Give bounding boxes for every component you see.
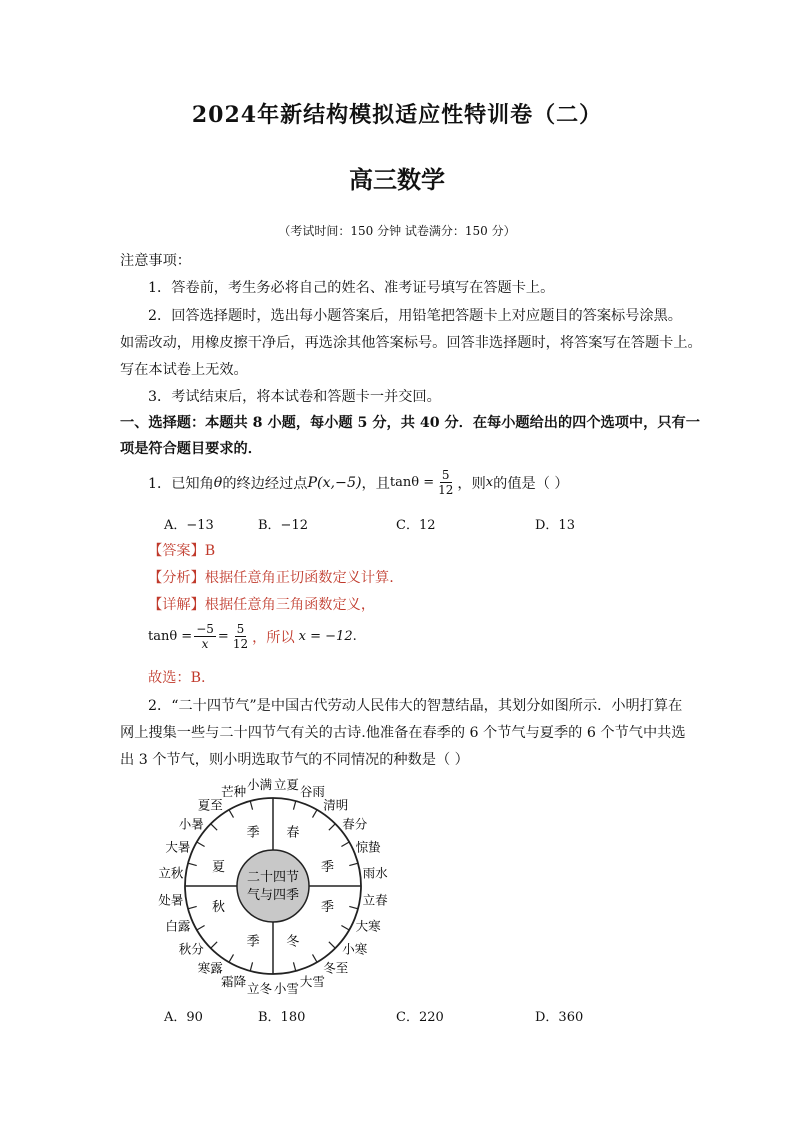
term-tick [313, 810, 318, 818]
note-3: 3．考试结束后，将本试卷和答题卡一并交回。 [148, 389, 441, 405]
q1-option-c: C．12 [396, 518, 436, 533]
season-label: 冬 [286, 934, 300, 950]
section-heading-line1: 一、选择题：本题共 8 小题，每小题 5 分，共 40 分．在每小题给出的四个选项中，只有一 [120, 415, 700, 431]
q1-option-b: B．−12 [258, 518, 308, 533]
term-tick [293, 801, 295, 810]
q1-choose: 故选：B. [148, 670, 206, 686]
solar-term-label: 大雪 [299, 974, 325, 990]
q1-theta: θ [213, 474, 223, 491]
q1-stem-b: 的终边经过点 [222, 475, 308, 492]
solar-term-label: 雨水 [362, 865, 388, 881]
q1-x: x [485, 475, 494, 490]
season-label: 季 [320, 899, 335, 915]
q2-line3: 出 3 个节气，则小明选取节气的不同情况的种数是（ ） [120, 752, 469, 768]
q1-f1-num: −5 [196, 622, 214, 636]
season-label: 季 [246, 934, 260, 950]
solar-term-label: 清明 [323, 797, 349, 813]
q1-stem-c: ，且 [361, 475, 390, 492]
solar-terms-diagram [140, 768, 410, 1000]
q1-formula-frac1 [194, 622, 216, 651]
solar-term-label: 夏至 [197, 797, 223, 813]
q1-formula [148, 622, 357, 651]
note-2-line3: 写在本试卷上无效。 [120, 362, 248, 378]
q1-option-d: D．13 [535, 518, 575, 533]
solar-term-label: 立冬 [247, 981, 273, 997]
solar-term-label: 立夏 [273, 776, 299, 792]
q1-f2-num: 5 [236, 622, 245, 636]
term-tick [341, 926, 349, 931]
solar-term-label: 白露 [165, 918, 191, 934]
term-tick [341, 842, 349, 847]
q1-analysis: 【分析】根据任意角正切函数定义计算. [148, 570, 394, 586]
term-tick [329, 824, 335, 830]
q1-detail: 【详解】根据任意角三角函数定义， [148, 597, 376, 613]
solar-term-label: 小暑 [178, 816, 204, 832]
q1-tan-lhs: tanθ = [389, 475, 435, 490]
season-label: 季 [320, 860, 335, 876]
term-tick [349, 863, 358, 865]
q1-formula-frac2 [231, 622, 250, 651]
q1-formula-eq: = [217, 629, 229, 644]
q1-fraction [436, 468, 455, 497]
term-tick [197, 926, 205, 931]
solar-term-label: 秋分 [178, 941, 204, 957]
q1-stem-a: 1．已知角 [148, 475, 214, 492]
term-tick [188, 906, 197, 908]
solar-term-label: 小寒 [342, 941, 368, 957]
q1-f1-den: x [201, 637, 209, 651]
q2-option-a: A．90 [164, 1010, 203, 1025]
term-tick [293, 962, 295, 971]
solar-term-label: 立春 [362, 892, 388, 908]
center-label-line2: 气与四季 [246, 888, 300, 903]
q1-formula-lhs: tanθ = [148, 629, 193, 644]
notes-heading: 注意事项： [120, 253, 191, 269]
season-label: 季 [246, 825, 260, 841]
season-label: 夏 [211, 860, 226, 876]
question-1-stem [148, 468, 569, 497]
exam-title: 2024年新结构模拟适应性特训卷（二） [191, 102, 603, 128]
season-label: 秋 [211, 899, 226, 915]
solar-term-label: 冬至 [323, 960, 349, 976]
section-heading-line2: 项是符合题目要求的． [120, 441, 262, 457]
solar-term-label: 寒露 [197, 960, 223, 976]
q1-frac-num: 5 [441, 468, 450, 482]
note-2-line2: 如需改动，用橡皮擦干净后，再选涂其他答案标号。回答非选择题时，将答案写在答题卡上。 [120, 335, 702, 351]
center-circle [237, 850, 309, 922]
term-tick [250, 801, 252, 810]
q1-option-a: A．−13 [164, 518, 214, 533]
term-tick [229, 954, 234, 962]
note-2-line1: 2．回答选择题时，选出每小题答案后，用铅笔把答题卡上对应题目的答案标号涂黑。 [148, 308, 682, 324]
exam-subject: 高三数学 [349, 165, 445, 194]
q1-point: P(x,−5) [307, 474, 362, 491]
solar-term-label: 惊蛰 [355, 839, 381, 855]
term-tick [197, 842, 205, 847]
solar-term-label: 霜降 [221, 974, 247, 990]
q1-formula-result: x = −12 [298, 629, 353, 644]
q1-formula-end: . [352, 629, 357, 644]
solar-term-label: 大暑 [165, 839, 191, 855]
q1-stem-e: 的值是（ ） [493, 475, 569, 492]
solar-term-label: 立秋 [158, 865, 184, 881]
season-label: 春 [286, 825, 300, 841]
exam-info: （考试时间：150 分钟 试卷满分：150 分） [278, 224, 516, 238]
q2-line2: 网上搜集一些与二十四节气有关的古诗.他准备在春季的 6 个节气与夏季的 6 个节气中共选 [120, 725, 686, 741]
term-tick [229, 810, 234, 818]
solar-term-label: 处暑 [158, 892, 184, 908]
q2-option-c: C．220 [396, 1010, 444, 1025]
solar-term-label: 芒种 [221, 783, 247, 799]
term-tick [211, 824, 217, 830]
term-tick [329, 942, 335, 948]
note-1: 1．答卷前，考生务必将自己的姓名、准考证号填写在答题卡上。 [148, 280, 555, 296]
term-tick [211, 942, 217, 948]
term-tick [250, 962, 252, 971]
solar-term-label: 小雪 [273, 981, 299, 997]
solar-term-label: 小满 [247, 776, 273, 792]
term-tick [349, 906, 358, 908]
term-tick [188, 863, 197, 865]
q1-answer: 【答案】B [148, 543, 216, 559]
q2-option-b: B．180 [258, 1010, 306, 1025]
q2-option-d: D．360 [535, 1010, 584, 1025]
q2-line1: 2．“二十四节气”是中国古代劳动人民伟大的智慧结晶，其划分如图所示．小明打算在 [148, 698, 683, 714]
q1-formula-so: ，所以 [252, 629, 295, 646]
q1-stem-d: ，则 [457, 475, 486, 492]
solar-term-label: 大寒 [355, 918, 381, 934]
q1-f2-den: 12 [232, 637, 249, 651]
q1-frac-den: 12 [438, 483, 454, 497]
center-label-line1: 二十四节 [246, 870, 300, 885]
term-tick [313, 954, 318, 962]
solar-term-label: 春分 [342, 816, 368, 832]
solar-term-label: 谷雨 [299, 783, 325, 799]
